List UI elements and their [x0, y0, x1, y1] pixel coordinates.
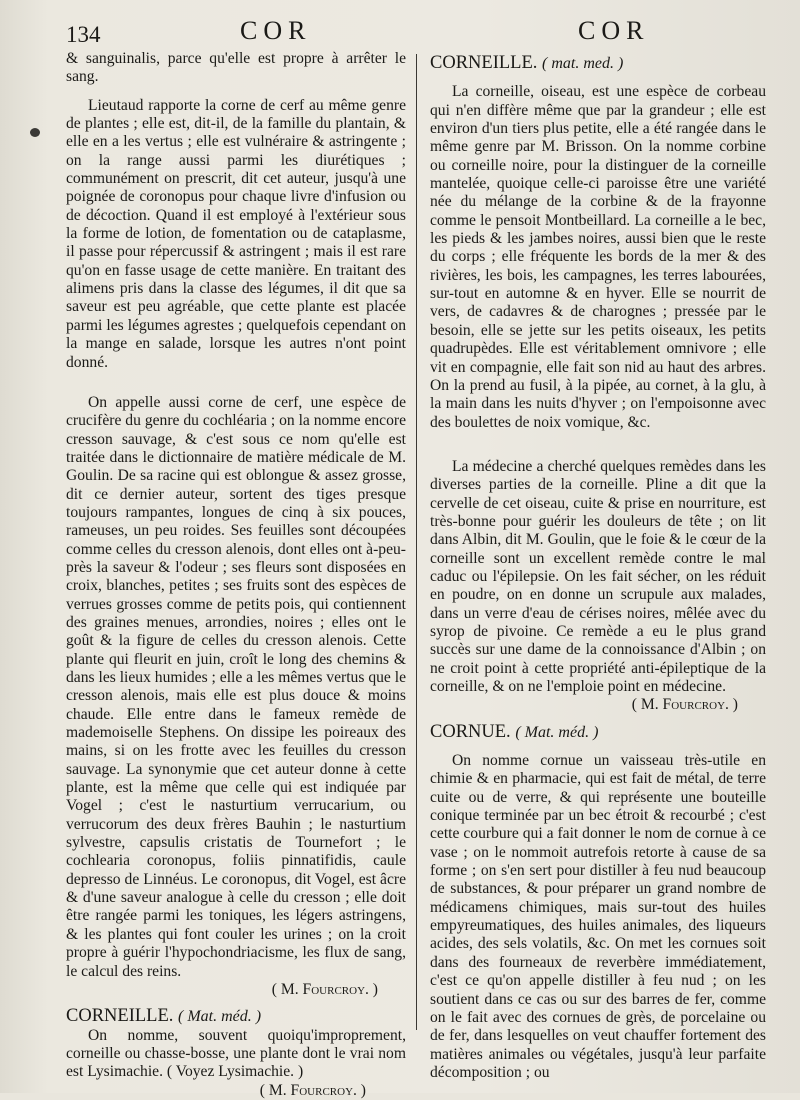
entry-tag: ( Mat. méd. ) [515, 723, 599, 741]
entry-heading [430, 54, 766, 73]
entry-tag: ( mat. med. ) [542, 55, 624, 72]
paragraph-cornue: On nomme cornue un vaisseau très-utile en chimie & en pharmacie, qui est fait de métal, de terre cuite ou de verre, & qui représente une bouteille conique terminée par un bec étroit & recourbé ; c'est cette courbure qui a fait donner le nom de cornue à ce vase ; on le nommoit autrefois retorte à cause de sa forme ; on s'en sert pour distiller à feu nud beaucoup de substances, & pour préparer un grand nombre de médicamens chimiques, mais sur-tout des huiles empyreumatiques, des huiles animales, des liqueurs acides, des sels volatils, &c. On met les cornues soit dans des fourneaux de reverbère immédiatement, c'est ce qu'on appelle distiller à feu nud ; on les soutient dans ce cas ou sur des barres de fer, comme on le fait avec des cornues de grès, de porcelaine ou de fer, dans lesquelles on veut chauffer fortement des matières animales ou végétales, jusqu'à leur parfaite décomposition ; ou [430, 752, 766, 1081]
column-divider [416, 54, 417, 1030]
entry-heading [66, 1007, 406, 1026]
entry-tag: ( Mat. méd. ) [178, 1008, 262, 1026]
signature: ( M. Fourcroy. ) [631, 696, 738, 714]
paragraph-corneille-plante: On nomme, souvent quoiqu'improprement, corneille ou chasse-bosse, une plante dont le vrai nom est Lysimachie. ( Voyez Lysimachie. ) [66, 1026, 406, 1081]
right-column [430, 50, 766, 1082]
paragraph-continuation: & sanguinalis, parce qu'elle est propre à arrêter le sang. [66, 50, 406, 86]
entry-headword: CORNEILLE. [430, 53, 538, 73]
paragraph-corne-de-cerf: On appelle aussi corne de cerf, une espèce de crucifère du genre du cochléaria ; on la nomme encore cresson sauvage, & c'est sous ce nom qu'elle est traitée dans le dictionnaire de matière médicale de M. Goulin. De sa racine qui est oblongue & assez grosse, dit ce dernier auteur, sortent des tiges presque toujours rampantes, longues de cinq à six pouces, rameuses, un peu roides. Ses feuilles sont découpées comme celles du cresson alenois, dont elles ont à-peu-près la saveur & l'odeur ; ses fleurs sont disposées en croix, blanches, petites ; ses fruits sont des espèces de verrues grosses comme de petits pois, qui contiennent des graines menues, arrondies, noires ; elles ont le goût & la figure de celles du cresson alenois. Cette plante qui fleurit en juin, croît le long des chemins & dans les lieux humides ; elle a les mêmes vertus que le cresson alenois, mais elle est plus douce & moins chaude. Elle entre dans le fameux remède de mademoiselle Stephens. On dissipe les poireaux des mains, si on les frotte avec les feuilles du cresson sauvage. La synonymie que cet auteur donne à cette plante, est la même que celle qui est indiquée par Vogel ; c'est le nasturtium verrucarium, ou verrucorum des deux frères Bauhin ; le nasturtium sylvestre, capsulis cristatis de Tournefort ; le cochlearia coronopus, foliis pinnatifidis, caule depresso de Linnéus. Le coronopus, dit Vogel, est âcre & d'une saveur analogue à celle du cresson ; elle doit être rangée parmi les toniques, les légers astringens, & les plantes qui font couler les urines ; on la croit propre à guérir l'hypochondriacisme, les flux de sang, le calcul des reins. [66, 393, 406, 980]
paragraph-corneille-oiseau: La corneille, oiseau, est une espèce de corbeau qui n'en diffère même que par la grandeur ; elle est environ d'un tiers plus petite, elle a été rangée dans le même genre par M. Brisson. On la nomme corbine ou corneille noire, pour la distinguer de la corneille mantelée, quoique celle-ci paroisse être une variété née du mélange de la corbine & de la frayonne comme le pensoit Montbeillard. La corneille a le bec, les pieds & les jambes noires, aussi bien que le reste du corps ; elle fréquente les bords de la mer & des rivières, les bois, les campagnes, les terres labourées, sur-tout en automne & en hyver. Elle se nourrit de vers, de cadavres & de charognes ; pressée par le besoin, elle se jette sur les petits oiseaux, les petits quadrupèdes. Elle est véritablement omnivore ; elle vit en compagnie, elle fait son nid au haut des arbres. On la prend au fusil, à la pipée, au cornet, à la glu, à la main dans les nuits d'hyver ; on l'empoisonne avec des boulettes de noix vomique, &c. [430, 83, 766, 431]
left-column [66, 50, 406, 1100]
signature: ( M. Fourcroy. ) [259, 1081, 366, 1099]
paragraph-lieutaud: Lieutaud rapporte la corne de cerf au même genre de plantes ; elle est, dit-il, de la famille du plantain, & elle en a les vertus ; elle est vulnéraire & astringente ; on la range aussi parmi les diurétiques ; communément on prescrit, dit cet auteur, jusqu'à une poignée de coronopus pour chaque livre d'infusion ou de décoction. Quand il est employé à l'extérieur sous la forme de lotion, de fomentation ou de cataplasme, il passe pour répercussif & astringent ; mais il est rare qu'on en fasse usage de cette manière. En traitant des alimens pris dans la classe des légumes, il dit que sa saveur est peu agréable, que cette plante est placée parmi les légumes agrestes ; quelquefois cependant on la mange en salade, lorsque les autres n'ont point donné. [66, 96, 406, 371]
ink-blot [30, 128, 40, 137]
running-head-right: COR [578, 16, 650, 45]
signature: ( M. Fourcroy. ) [271, 980, 378, 998]
page-number: 134 [66, 22, 101, 47]
entry-headword: CORNEILLE. [66, 1006, 174, 1027]
running-head-left: COR [240, 16, 312, 45]
paragraph-medecine: La médecine a cherché quelques remèdes dans les diverses parties de la corneille. Pline a dit que la cervelle de cet oiseau, cuite & prise en nourriture, est très-bonne pour guérir les douleurs de tête ; on lit dans Albin, dit M. Goulin, que le foie & le cœur de la corneille sont un excellent remède contre le mal caduc ou l'épilepsie. On les fait sécher, on les réduit en poudre, on en donne un scrupule aux malades, dans un verre d'eau de cérises noires, mêlée avec du syrop de pivoine. Ce remède a eu le plus grand succès sur une dame de la connoissance d'Albin ; on ne croit point à cette propriété anti-épileptique de la corneille, & on ne l'emploie point en médecine. [430, 457, 766, 695]
entry-heading [430, 723, 766, 742]
entry-headword: CORNUE. [430, 721, 511, 742]
